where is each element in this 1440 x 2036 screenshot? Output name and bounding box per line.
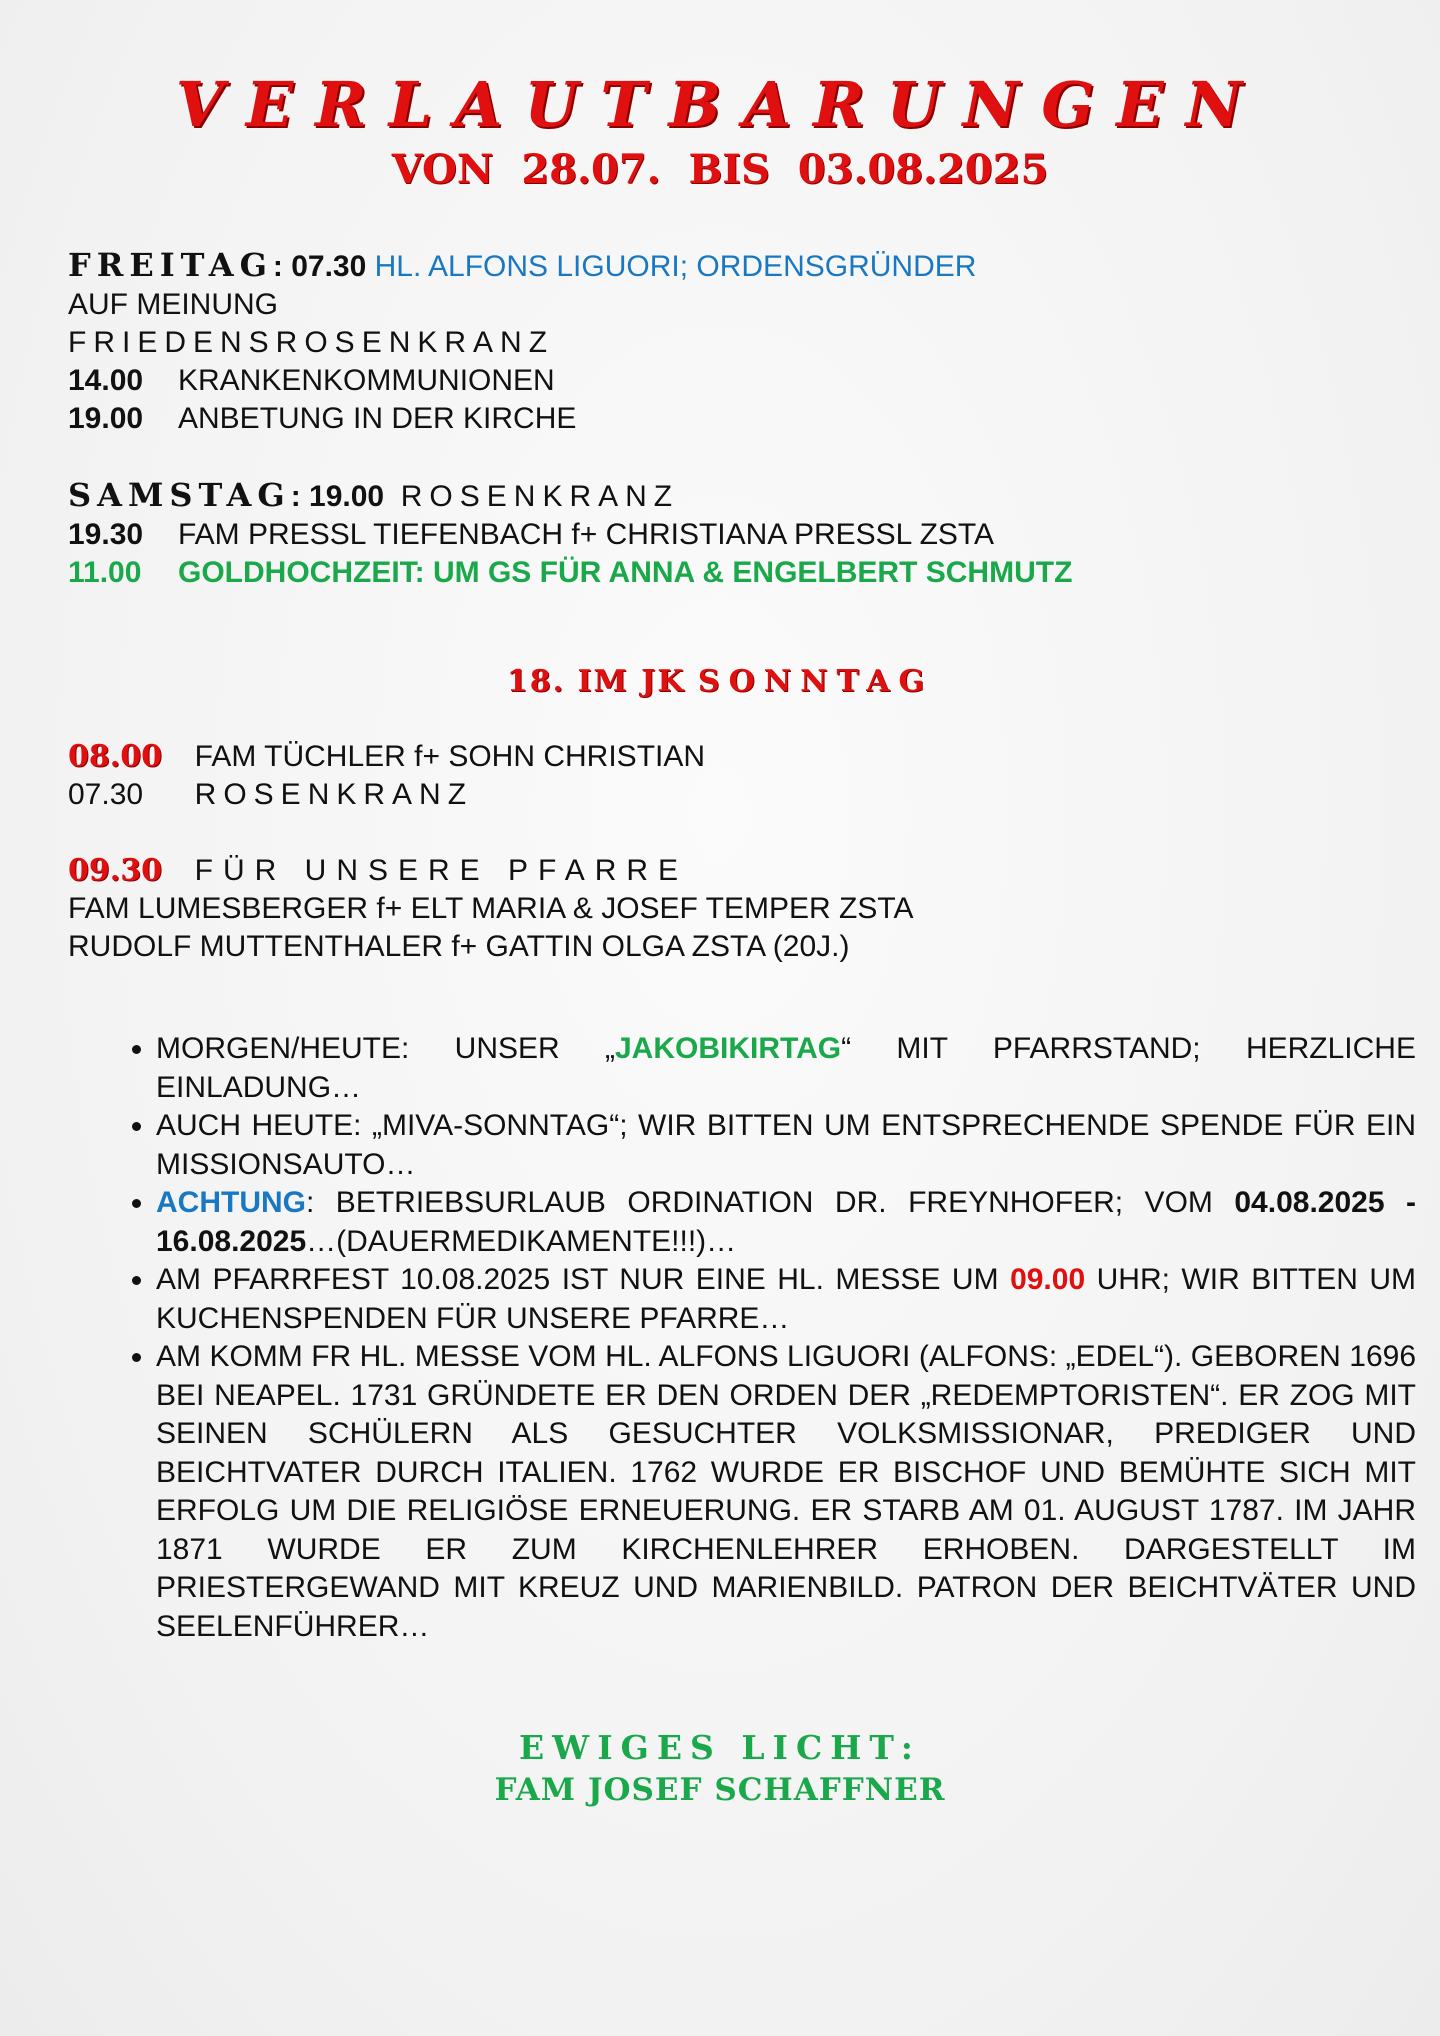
friday-section: FREITAG: 07.30 HL. ALFONS LIGUORI; ORDENSGRÜNDER AUF MEINUNG FRIEDENSROSENKRANZ 14.00 KRANKENKOMMUNIONEN 19.00 ANBETUNG IN DER KIRCHE xyxy=(68,246,1378,438)
saturday-rosary: ROSENKRANZ xyxy=(400,480,680,513)
sunday-mass-section xyxy=(68,852,1378,966)
note-item xyxy=(156,1338,1416,1646)
date-range: VON 28.07. BIS 03.08.2025 xyxy=(391,146,1049,193)
saturday-text-2: FAM PRESSL TIEFENBACH f+ CHRISTIANA PRESSL ZSTA xyxy=(178,518,995,551)
eternal-light-title: EWIGES LICHT: xyxy=(519,1728,921,1767)
note-item xyxy=(156,1030,1416,1107)
saturday-time-3: 11.00 xyxy=(68,556,142,589)
sunday-text-4: FAM LUMESBERGER f+ ELT MARIA & JOSEF TEMPER ZSTA xyxy=(68,892,914,925)
sunday-text-1: FAM TÜCHLER f+ SOHN CHRISTIAN xyxy=(194,740,706,773)
saturday-text-3: GOLDHOCHZEIT: UM GS FÜR ANNA & ENGELBERT SCHMUTZ xyxy=(178,556,1073,589)
note-4-text-b: UHR; WIR BITTEN UM KUCHENSPENDEN FÜR UNSERE PFARRE… xyxy=(156,1263,1416,1335)
saturday-label: SAMSTAG xyxy=(68,476,291,514)
friday-time: 07.30 xyxy=(291,250,367,283)
note-3-text-b: …(DAUERMEDIKAMENTE!!!)… xyxy=(306,1224,737,1258)
sunday-section xyxy=(68,738,1378,814)
friday-saint: HL. ALFONS LIGUORI; ORDENSGRÜNDER xyxy=(374,250,977,283)
note-1-text-b: “ MIT PFARRSTAND; HERZLICHE EINLADUNG… xyxy=(156,1032,1416,1104)
note-item xyxy=(156,1184,1416,1261)
sunday-title-a: 18. IM JK xyxy=(506,664,686,699)
note-3-text-a: : BETRIEBSURLAUB ORDINATION DR. FREYNHOFER; VOM xyxy=(306,1186,1235,1219)
saturday-time-2: 19.30 xyxy=(68,518,144,551)
sunday-text-2: ROSENKRANZ xyxy=(194,778,474,811)
notes-list xyxy=(110,1030,1416,1646)
note-item xyxy=(156,1107,1416,1184)
friday-text-3: ANBETUNG IN DER KIRCHE xyxy=(178,402,577,435)
note-3-highlight: ACHTUNG xyxy=(156,1186,306,1219)
friday-time-3: 19.00 xyxy=(68,402,144,435)
friday-line-intention: AUF MEINUNG xyxy=(68,288,278,321)
note-3-dates: 04.08.2025 - 16.08.2025 xyxy=(156,1186,1416,1258)
sunday-title-b: SONNTAG xyxy=(697,664,934,699)
saturday-time: 19.00 xyxy=(309,480,385,513)
note-4-text-a: AM PFARRFEST 10.08.2025 IST NUR EINE HL. MESSE UM xyxy=(156,1263,1011,1296)
friday-time-2: 14.00 xyxy=(68,364,144,397)
sunday-time-1: 08.00 xyxy=(68,739,162,774)
friday-line-rosary: FRIEDENSROSENKRANZ xyxy=(68,326,555,359)
note-2-text: AUCH HEUTE: „MIVA-SONNTAG“; WIR BITTEN UM ENTSPRECHENDE SPENDE FÜR EIN MISSIONSAUTO… xyxy=(156,1109,1416,1181)
sunday-time-2: 07.30 xyxy=(68,778,144,811)
eternal-light-name: FAM JOSEF SCHAFFNER xyxy=(494,1772,946,1808)
friday-text-2: KRANKENKOMMUNIONEN xyxy=(178,364,555,397)
note-5-text: AM KOMM FR HL. MESSE VOM HL. ALFONS LIGUORI (ALFONS: „EDEL“). GEBOREN 1696 BEI NEAPEL. 1731 GRÜNDETE ER DEN ORDEN DER „REDEMPTORISTEN“. ER ZOG MIT SEINEN SCHÜLERN ALS GESUCHTER VOLKSMISSIONAR, PREDIGER UND BEICHTVATER DURCH ITALIEN. 1762 WURDE ER BISCHOF UND BEMÜHTE SICH MIT ERFOLG UM DIE RELIGIÖSE ERNEUERUNG. ER STARB AM 01. AUGUST 1787. IM JAHR 1871 WURDE ER ZUM KIRCHENLEHRER ERHOBEN. DARGESTELLT IM PRIESTERGEWAND MIT KREUZ UND MARIENBILD. PATRON DER BEICHTVÄTER UND SEELENFÜHRER… xyxy=(156,1340,1416,1643)
note-item xyxy=(156,1261,1416,1338)
friday-label: FREITAG xyxy=(68,246,273,284)
page-title: VERLAUTBARUNGEN xyxy=(175,68,1265,141)
sunday-text-3: FÜR UNSERE PFARRE xyxy=(194,854,689,887)
sunday-time-3: 09.30 xyxy=(68,853,162,888)
sunday-title xyxy=(0,664,1440,699)
note-4-highlight: 09.00 xyxy=(1010,1263,1086,1296)
sunday-text-5: RUDOLF MUTTENTHALER f+ GATTIN OLGA ZSTA (20J.) xyxy=(68,930,850,963)
saturday-section: SAMSTAG: 19.00 ROSENKRANZ 19.30 FAM PRESSL TIEFENBACH f+ CHRISTIANA PRESSL ZSTA 11.00 GOLDHOCHZEIT: UM GS FÜR ANNA & ENGELBERT SCHMUTZ xyxy=(68,476,1378,592)
note-1-highlight: JAKOBIKIRTAG xyxy=(614,1032,842,1065)
note-1-text-a: MORGEN/HEUTE: UNSER „ xyxy=(156,1032,615,1065)
